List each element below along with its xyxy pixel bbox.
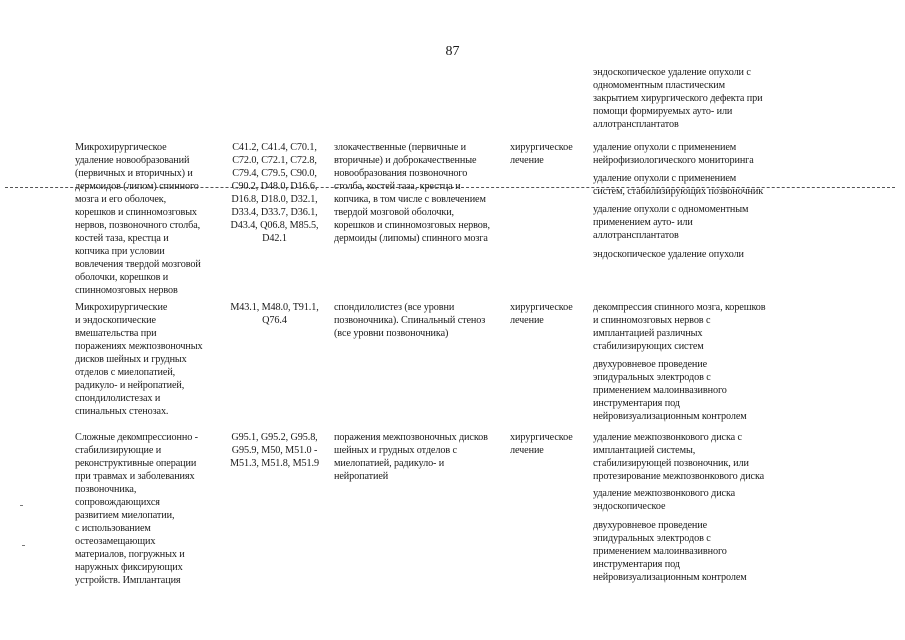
row3-method-1: удаление межпозвонкового диска с имплантацией системы, стабилизирующей позвоночник, или протезирование межпозвонкового диска: [593, 432, 765, 482]
row3-name: Сложные декомпрессионно - стабилизирующие и реконструктивные операции при травмах и заболеваниях позвоночника, сопровождающихся развитием миелопатии, с использованием остеозамещающих материалов, погружных и наружных фиксирующих устройств. Имплантация: [75, 432, 198, 586]
row1-method-4: эндоскопическое удаление опухоли: [593, 249, 744, 260]
row1-method-2: удаление опухоли с применением систем, стабилизирующих позвоночник: [593, 173, 764, 197]
row3-method-3: двухуровневое проведение эпидуральных электродов с применением малоинвазивного инструментария под нейровизуализационным контролем: [593, 520, 747, 583]
row3-treatment: хирургическое лечение: [510, 432, 573, 456]
scan-speck: [22, 545, 25, 546]
row2-method-2: двухуровневое проведение эпидуральных электродов с применением малоинвазивного инструментария под нейровизуализационным контролем: [593, 359, 747, 422]
row3-model: поражения межпозвоночных дисков шейных и грудных отделов с миелопатией, радикуло- и нейропатией: [334, 432, 488, 482]
scan-speck: [20, 505, 23, 506]
row1-name: Микрохирургическое удаление новообразований (первичных и вторичных) и дермоидов (липом) спинного мозга и его оболочек, корешков и спинномозговых нервов, позвоночного столба, костей таза, крестца и копчика при условии вовлечения твердой мозговой оболочки, корешков и спинномозговых нервов: [75, 142, 201, 296]
row2-codes: M43.1, M48.0, T91.1, Q76.4: [230, 302, 319, 326]
row2-treatment: хирургическое лечение: [510, 302, 573, 326]
row1-model: злокачественные (первичные и вторичные) и доброкачественные новообразования позвоночного столба, костей таза, крестца и копчика, в том числе с вовлечением твердой мозговой оболочки, корешков и спинномозговых нервов, дермоиды (липомы) спинного мозга: [334, 142, 490, 244]
row1-method-1: удаление опухоли с применением нейрофизиологического мониторинга: [593, 142, 754, 166]
row3-codes: G95.1, G95.2, G95.8, G95.9, M50, M51.0 - M51.3, M51.8, M51.9: [230, 432, 319, 469]
row2-name: Микрохирургические и эндоскопические вмешательства при поражениях межпозвоночных дисков шейных и грудных отделов с миелопатией, радикуло- и нейропатией, спондилолистезах и спинальных стенозах.: [75, 302, 203, 417]
page-number: 87: [445, 44, 460, 59]
row1-method-3: удаление опухоли с одномоментным применением ауто- или аллотрансплантатов: [593, 204, 749, 241]
top-continuation-method: эндоскопическое удаление опухоли с одномоментным пластическим закрытием хирургического дефекта при помощи формируемых ауто- или аллотрансплантатов: [593, 67, 763, 130]
row1-treatment: хирургическое лечение: [510, 142, 573, 166]
row1-codes: C41.2, C41.4, C70.1, C72.0, C72.1, C72.8, C79.4, C79.5, C90.0, C90.2, D48.0, D16.6, D16.8, D18.0, D32.1, D33.4, D33.7, D36.1, D43.4, Q06.8, M85.5, D42.1: [230, 142, 319, 244]
row2-method-1: декомпрессия спинного мозга, корешков и спинномозговых нервов с имплантацией различных стабилизирующих систем: [593, 302, 766, 352]
row2-model: спондилолистез (все уровни позвоночника). Спинальный стеноз (все уровни позвоночника): [334, 302, 486, 339]
row3-method-2: удаление межпозвонкового диска эндоскопическое: [593, 488, 736, 512]
